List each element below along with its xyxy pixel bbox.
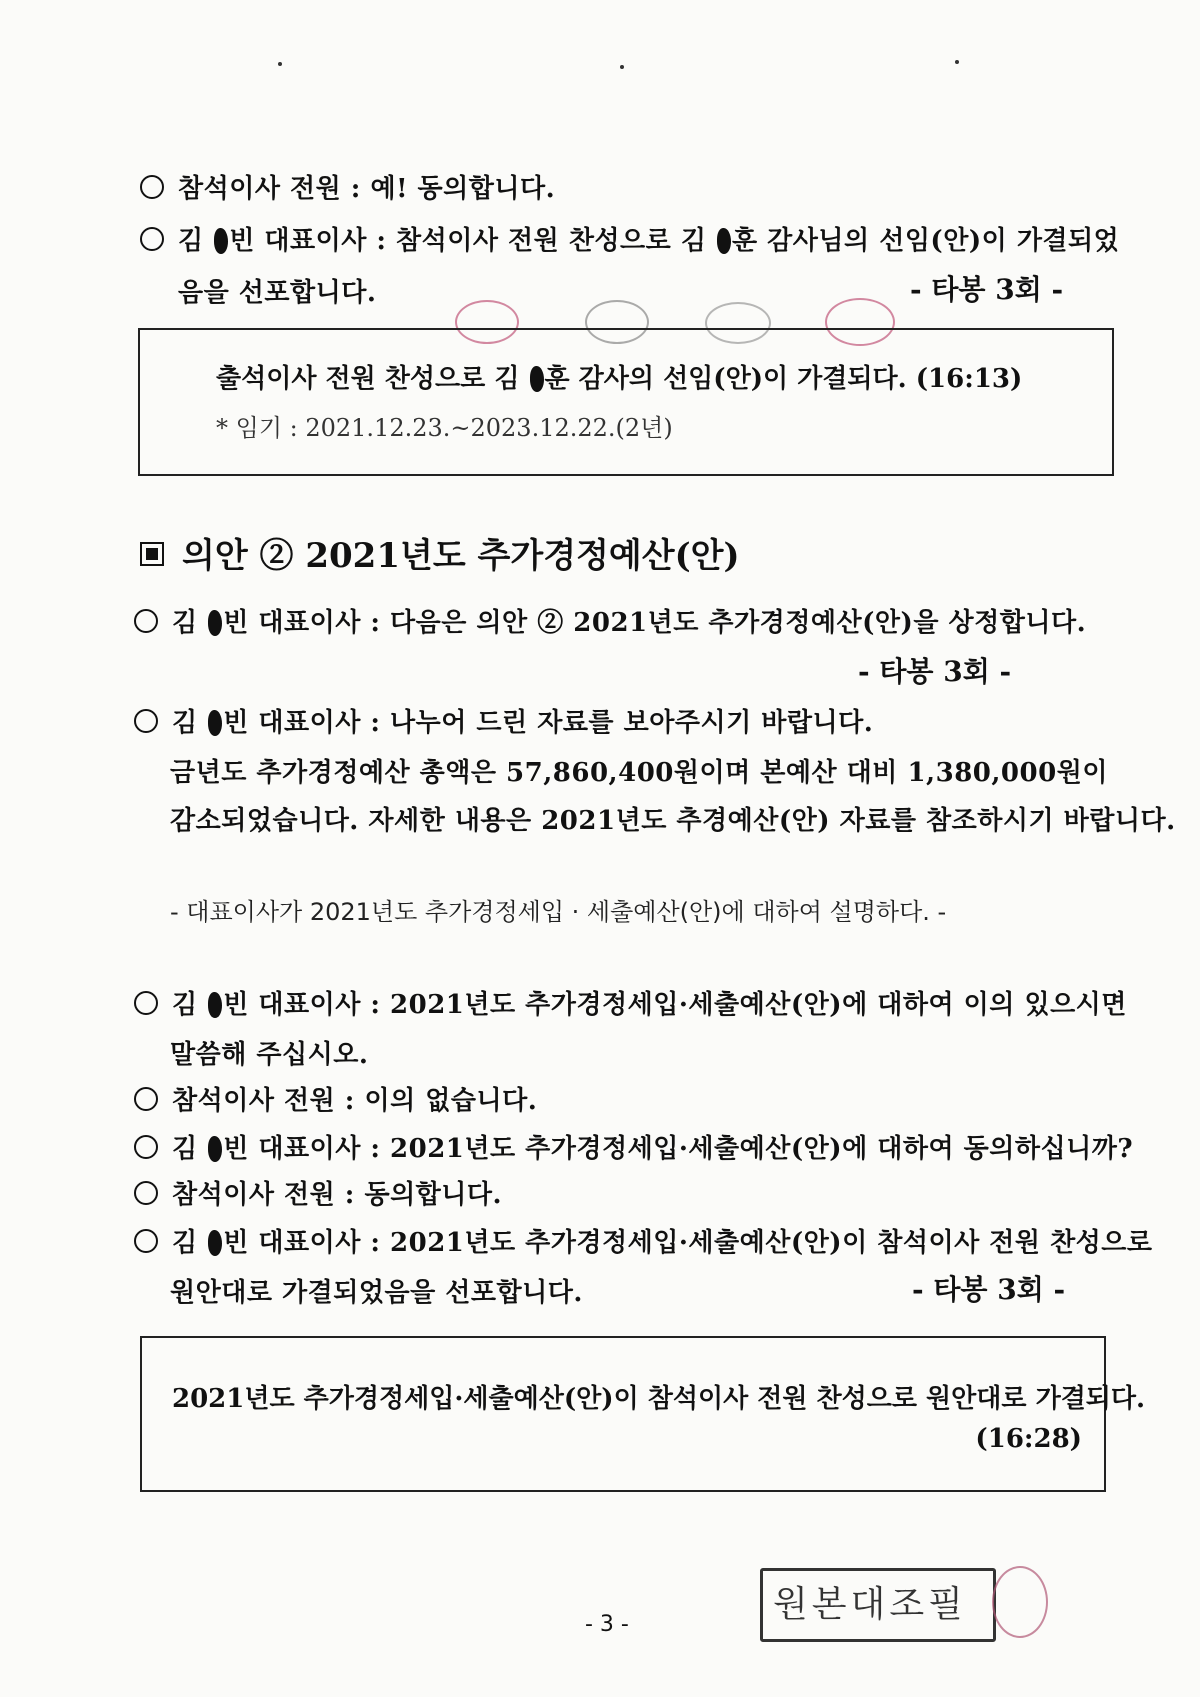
term-note: * 임기 : 2021.12.23.~2023.12.22.(2년)	[216, 414, 673, 442]
gavel-note: - 타봉 3회 -	[912, 1273, 1066, 1306]
minutes-line-11	[134, 1128, 1133, 1165]
minutes-line-12	[134, 1174, 502, 1211]
minutes-line-2	[140, 220, 1119, 257]
speaker-surname: 김	[172, 608, 198, 638]
redaction-mark	[214, 228, 228, 254]
bullet-circle-icon	[134, 609, 158, 633]
speaker-surname: 김	[178, 226, 204, 256]
speech-text: 빈 대표이사 : 다음은 의안 ② 2021년도 추가경정예산(안)을 상정합니다.	[223, 608, 1087, 638]
bullet-circle-icon	[134, 1087, 158, 1111]
redaction-mark	[530, 366, 544, 392]
speech-text: 예! 동의합니다.	[370, 174, 556, 204]
resolution-box-1	[138, 328, 1114, 476]
speech-text: 훈 감사님의 선임(안)이 가결되었	[732, 226, 1120, 256]
speech-text: 빈 대표이사 : 나누어 드린 자료를 보아주시기 바랍니다.	[223, 708, 874, 738]
bullet-circle-icon	[140, 227, 164, 251]
speech-text: 참석이사 전원 : 이의 없습니다.	[172, 1086, 538, 1116]
resolution-text-part: 훈 감사의 선임(안)이 가결되다. (16:13)	[544, 364, 1023, 394]
minutes-line-5	[134, 702, 873, 739]
speech-text: 빈 대표이사 : 참석이사 전원 찬성으로 김	[229, 226, 707, 256]
speaker-surname: 김	[172, 1228, 198, 1258]
gavel-note: - 타봉 3회 -	[858, 655, 1012, 688]
redaction-mark	[208, 992, 222, 1018]
scan-speck	[955, 60, 959, 64]
speaker-surname: 김	[172, 708, 198, 738]
speaker-label: 참석이사 전원	[178, 174, 342, 204]
stamp-text: 원본대조필	[773, 1584, 967, 1625]
page-number: - 3 -	[585, 1612, 629, 1637]
minutes-line-7: 감소되었습니다. 자세한 내용은 2021년도 추경예산(안) 자료를 참조하시기 바랍니다.	[170, 806, 1176, 836]
speech-text: 참석이사 전원 : 동의합니다.	[172, 1180, 503, 1210]
minutes-line-1: 참석이사 전원 : 예! 동의합니다.	[140, 168, 555, 205]
resolution-text-part: 출석이사 전원 찬성으로 김	[216, 364, 520, 394]
scan-speck	[620, 65, 624, 69]
seal-icon	[992, 1566, 1048, 1638]
bullet-circle-icon	[134, 1181, 158, 1205]
minutes-line-8	[134, 984, 1127, 1021]
gavel-note: - 타봉 3회 -	[910, 273, 1064, 306]
bullet-circle-icon	[134, 1229, 158, 1253]
bullet-circle-icon	[134, 991, 158, 1015]
speech-text: 빈 대표이사 : 2021년도 추가경정세입·세출예산(안)에 대하여 동의하십니까?	[223, 1134, 1134, 1164]
original-copy-stamp	[760, 1568, 996, 1642]
bullet-circle-icon	[140, 175, 164, 199]
square-bullet-icon	[140, 542, 164, 566]
proceedings-notice: - 대표이사가 2021년도 추가경정세입 · 세출예산(안)에 대하여 설명하다. -	[170, 898, 947, 926]
speaker-surname: 김	[172, 990, 198, 1020]
bullet-circle-icon	[134, 1135, 158, 1159]
speech-text: 빈 대표이사 : 2021년도 추가경정세입·세출예산(안)이 참석이사 전원 찬성으로	[223, 1228, 1153, 1258]
minutes-line-14: 원안대로 가결되었음을 선포합니다.	[170, 1278, 583, 1308]
redaction-mark	[208, 1136, 222, 1162]
minutes-line-10	[134, 1080, 537, 1117]
redaction-mark	[208, 710, 222, 736]
redaction-mark	[208, 610, 222, 636]
minutes-line-9: 말씀해 주십시오.	[170, 1040, 369, 1070]
minutes-line-3: 음을 선포합니다.	[178, 278, 377, 308]
redaction-mark	[717, 228, 731, 254]
minutes-line-4	[134, 602, 1086, 639]
scan-speck	[278, 62, 282, 66]
minutes-line-6: 금년도 추가경정예산 총액은 57,860,400원이며 본예산 대비 1,380,000원이	[170, 758, 1108, 788]
redaction-mark	[208, 1230, 222, 1256]
resolution-text	[216, 358, 1022, 395]
bullet-circle-icon	[134, 709, 158, 733]
agenda-heading	[140, 528, 740, 577]
speaker-surname: 김	[172, 1134, 198, 1164]
resolution-time: (16:28)	[975, 1424, 1082, 1454]
resolution-text: 2021년도 추가경정세입·세출예산(안)이 참석이사 전원 찬성으로 원안대로 가결되다.	[172, 1384, 1146, 1414]
speech-text: 빈 대표이사 : 2021년도 추가경정세입·세출예산(안)에 대하여 이의 있으시면	[223, 990, 1127, 1020]
agenda-heading-text: 의안 ② 2021년도 추가경정예산(안)	[182, 536, 740, 576]
resolution-box-2	[140, 1336, 1146, 1492]
minutes-line-13	[134, 1222, 1153, 1259]
